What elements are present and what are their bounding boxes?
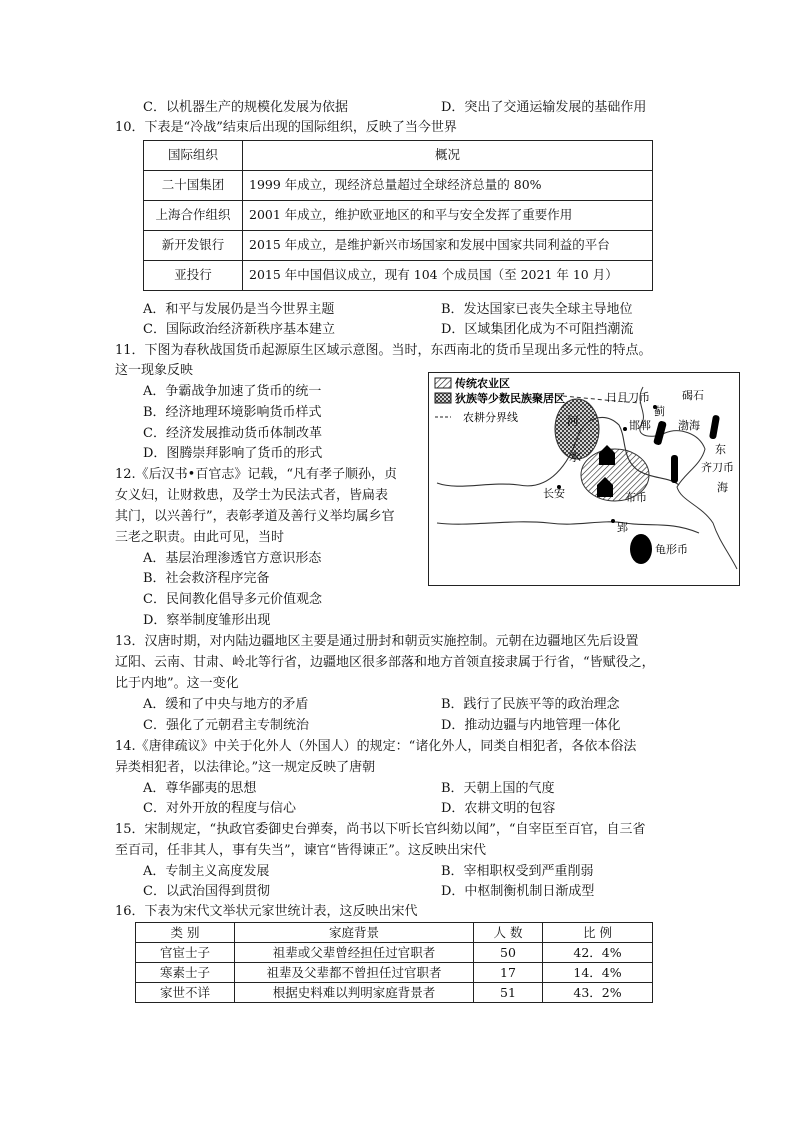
label-riyue: 日月刀币 [606, 391, 650, 404]
q10-stem: 10．下表是“冷战”结束后出现的国际组织，反映了当今世界 [115, 120, 457, 135]
q10-option-b: B．发达国家已丧失全球主导地位 [441, 302, 633, 317]
knife-coin-icon [709, 415, 720, 440]
q14-option-d: D．农耕文明的包容 [441, 801, 556, 816]
table-cell: 42．4% [543, 943, 653, 963]
q15-option-d: D．中枢制衡机制日渐成型 [441, 884, 595, 899]
turtle-coin-icon [630, 534, 652, 564]
table-header: 比 例 [543, 923, 653, 943]
table-cell: 43．2% [543, 983, 653, 1003]
q12-line1: 12.《后汉书•百官志》记载，“凡有孝子顺孙，贞 [115, 467, 397, 482]
table-row [144, 201, 653, 231]
q10-table [143, 140, 653, 291]
table-cell: 根据史料难以判明家庭背景者 [235, 983, 474, 1003]
table-cell: 寒素士子 [136, 963, 235, 983]
table-row [144, 171, 653, 201]
q16-stem: 16．下表为宋代文举状元家世统计表，这反映出宋代 [115, 904, 418, 919]
legend-ethnic-swatch [435, 393, 451, 403]
table-row [136, 963, 653, 983]
label-river-he: 河 [567, 414, 580, 428]
q10-option-d: D．区域集团化成为不可阻挡潮流 [441, 322, 634, 337]
table-cell: 祖辈及父辈都不曾担任过官职者 [235, 963, 474, 983]
q11-stem-line2: 这一现象反映 [115, 363, 194, 378]
q13-option-c: C．强化了元朝君主专制统治 [143, 718, 309, 733]
table-cell: 50 [474, 943, 543, 963]
q11-option-d: D．图腾崇拜影响了货币的形式 [143, 446, 323, 461]
table-cell: 2015 年成立，是维护新兴市场国家和发展中国家共同利益的平台 [243, 231, 653, 261]
table-cell: 17 [474, 963, 543, 983]
map-figure [429, 373, 739, 585]
label-bubi: 布币 [625, 491, 647, 504]
q12-option-c: C．民间教化倡导多元价值观念 [143, 592, 322, 607]
table-row [144, 141, 653, 171]
q12-option-b: B．社会救济程序完备 [143, 571, 270, 586]
q13-line2: 辽阳、云南、甘肃、岭北等行省，边疆地区很多部落和地方首领直接隶属于行省，“皆赋役之， [115, 655, 655, 670]
table-header: 国际组织 [144, 141, 243, 171]
table-header: 家庭背景 [235, 923, 474, 943]
q14-line2: 异类相犯者，以法律论。”这一规定反映了唐朝 [115, 760, 376, 775]
table-cell: 上海合作组织 [144, 201, 243, 231]
city-dot-ying [611, 519, 615, 523]
q14-option-b: B．天朝上国的气度 [441, 781, 555, 796]
q13-option-a: A．缓和了中央与地方的矛盾 [143, 697, 309, 712]
table-row [144, 261, 653, 291]
table-cell: 2015 年中国倡议成立，现有 104 个成员国（至 2021 年 10 月） [243, 261, 653, 291]
table-header: 人 数 [474, 923, 543, 943]
q14-line1: 14.《唐律疏议》中关于化外人（外国人）的规定：“诸化外人，同类自相犯者，各依本俗法 [115, 739, 637, 754]
q10-option-c: C．国际政治经济新秩序基本建立 [143, 322, 335, 337]
label-qidao: 齐刀币 [701, 461, 734, 474]
yangtze-river [437, 522, 699, 533]
city-dot-handan [623, 427, 627, 431]
label-river-shui: 水 [569, 450, 582, 464]
q15-option-b: B．宰相职权受到严重削弱 [441, 864, 594, 879]
table-row [144, 231, 653, 261]
legend-line-label: 农耕分界线 [463, 411, 518, 424]
label-ying: 郢 [617, 521, 628, 534]
q14-option-c: C．对外开放的程度与信心 [143, 801, 296, 816]
q13-option-d: D．推动边疆与内地管理一体化 [441, 718, 621, 733]
q9-option-d: D．突出了交通运输发展的基础作用 [441, 100, 647, 115]
label-changan: 长安 [543, 487, 565, 500]
label-hai: 海 [717, 481, 728, 494]
legend-agri-swatch [435, 378, 451, 388]
table-cell: 2001 年成立，维护欧亚地区的和平与安全发挥了重要作用 [243, 201, 653, 231]
table-header: 概况 [243, 141, 653, 171]
q11-option-b: B．经济地理环境影响货币样式 [143, 405, 322, 420]
q12-line3: 其门，以兴善行”，表彰孝道及善行义举均属乡官 [115, 509, 395, 524]
q12-line2: 女义妇，让财救患，及学士为民法式者，皆扁表 [115, 488, 389, 503]
q15-option-a: A．专制主义高度发展 [143, 864, 270, 879]
label-guixing: 龟形币 [655, 543, 688, 556]
table-cell: 官宦士子 [136, 943, 235, 963]
q9-option-c: C．以机器生产的规模化发展为依据 [143, 100, 348, 115]
table-cell: 51 [474, 983, 543, 1003]
q15-line2: 至百司，任非其人，事有失当”，谏官“皆得谏正”。这反映出宋代 [115, 843, 486, 858]
q13-line1: 13．汉唐时期，对内陆边疆地区主要是通过册封和朝贡实施控制。元朝在边疆地区先后设置 [115, 634, 639, 649]
table-cell: 新开发银行 [144, 231, 243, 261]
q16-table [135, 922, 653, 1003]
currency-origin-map [428, 372, 740, 586]
q15-option-c: C．以武治国得到贯彻 [143, 884, 270, 899]
q14-option-a: A．尊华鄙夷的思想 [143, 781, 257, 796]
table-cell: 祖辈或父辈曾经担任过官职者 [235, 943, 474, 963]
label-bohai: 渤海 [678, 419, 700, 432]
table-cell: 14．4% [543, 963, 653, 983]
table-cell: 亚投行 [144, 261, 243, 291]
qi-knife-coin-icon [671, 455, 678, 483]
table-row [136, 943, 653, 963]
q10-option-a: A．和平与发展仍是当今世界主题 [143, 302, 335, 317]
label-ji: 蓟 [654, 405, 665, 418]
q12-line4: 三老之职责。由此可见，当时 [115, 530, 285, 545]
label-handan: 邯郸 [629, 419, 651, 432]
legend-ethnic-label: 狄族等少数民族聚居区 [455, 392, 565, 405]
table-row [136, 923, 653, 943]
q11-stem-line1: 11．下图为春秋战国货币起源原生区域示意图。当时，东西南北的货币呈现出多元性的特点。 [115, 343, 652, 358]
table-header: 类 别 [136, 923, 235, 943]
q11-option-c: C．经济发展推动货币体制改革 [143, 426, 322, 441]
q12-option-a: A．基层治理渗透官方意识形态 [143, 551, 322, 566]
q15-line1: 15．宋制规定，“执政官委御史台弹奏，尚书以下听长官纠劾以闻”，“自宰臣至百官，自三省 [115, 822, 646, 837]
q13-line3: 比于内地”。这一变化 [115, 676, 239, 691]
q11-option-a: A．争霸战争加速了货币的统一 [143, 384, 322, 399]
table-cell: 二十国集团 [144, 171, 243, 201]
table-row [136, 983, 653, 1003]
q13-option-b: B．践行了民族平等的政治理念 [441, 697, 620, 712]
table-cell: 家世不详 [136, 983, 235, 1003]
spade-coin-icon [599, 445, 615, 465]
label-dong: 东 [715, 443, 726, 456]
q12-option-d: D．察举制度雏形出现 [143, 613, 271, 628]
table-cell: 1999 年成立，现经济总量超过全球经济总量的 80% [243, 171, 653, 201]
legend-agri-label: 传统农业区 [455, 377, 510, 390]
label-jishi: 碣石 [682, 389, 704, 402]
